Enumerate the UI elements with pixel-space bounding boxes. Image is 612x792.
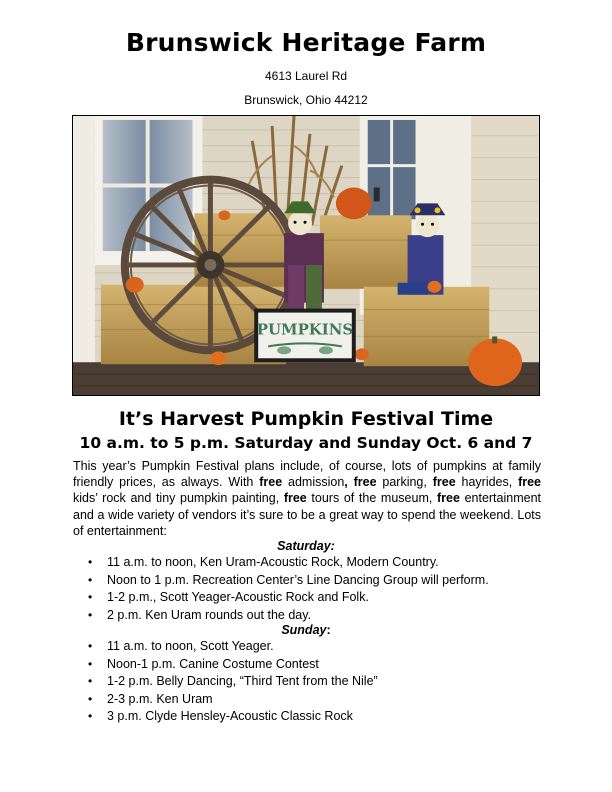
saturday-schedule xyxy=(88,554,489,624)
porch-scene-illustration xyxy=(73,116,539,395)
list-item: • 3 p.m. Clyde Hensley-Acoustic Classic Rock xyxy=(88,708,378,726)
list-item: • 11 a.m. to noon, Ken Uram-Acoustic Rock, Modern Country. xyxy=(88,554,489,572)
festival-description: This year’s Pumpkin Festival plans include, of course, lots of pumpkins at family friendly prices, as always. With free admission, free parking, free hayrides, free kids’ rock and tiny pumpkin painting, free tours of the museum, free entertainment and a wide variety of vendors it’s sure to be a great way to spend the weekend. Lots of entertainment: xyxy=(73,459,542,538)
saturday-heading: Saturday: xyxy=(277,539,335,553)
pumpkins-sign-text: PUMPKINS xyxy=(256,320,354,339)
porch-photo xyxy=(72,115,540,396)
list-item: • 2 p.m. Ken Uram rounds out the day. xyxy=(88,607,489,625)
address-city: Brunswick, Ohio 44212 xyxy=(244,93,368,107)
sunday-schedule xyxy=(88,638,378,726)
address-street: 4613 Laurel Rd xyxy=(264,69,348,83)
festival-time: 10 a.m. to 5 p.m. Saturday and Sunday Oct. 6 and 7 xyxy=(79,434,533,452)
page-title: Brunswick Heritage Farm xyxy=(125,28,487,57)
list-item: • 1-2 p.m., Scott Yeager-Acoustic Rock and Folk. xyxy=(88,589,489,607)
list-item: • Noon-1 p.m. Canine Costume Contest xyxy=(88,656,378,674)
list-item: • 11 a.m. to noon, Scott Yeager. xyxy=(88,638,378,656)
sunday-heading: Sunday: xyxy=(281,623,331,637)
list-item: • 2-3 p.m. Ken Uram xyxy=(88,691,378,709)
list-item: • 1-2 p.m. Belly Dancing, “Third Tent from the Nile” xyxy=(88,673,378,691)
list-item: • Noon to 1 p.m. Recreation Center’s Line Dancing Group will perform. xyxy=(88,572,489,590)
festival-headline: It’s Harvest Pumpkin Festival Time xyxy=(118,408,494,430)
